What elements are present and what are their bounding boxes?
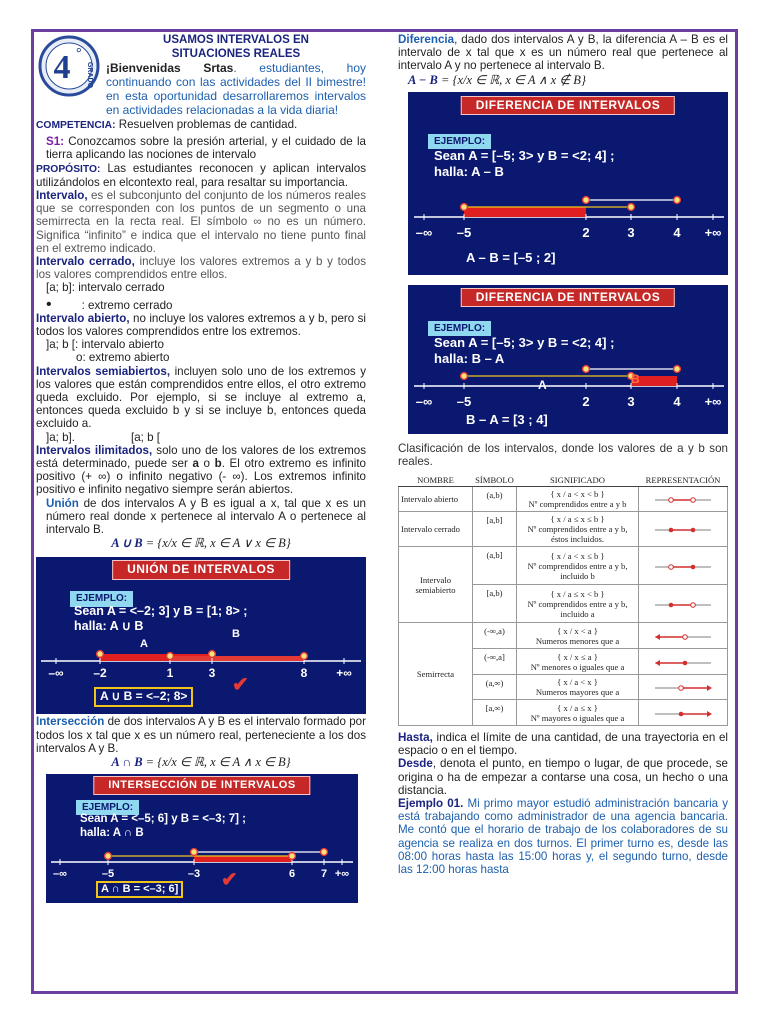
header-block [36,33,366,117]
left-column [36,33,366,903]
ejemplo01-text: Mi primo mayor estudió administración bancaria y está trabajando como administrador de una agencia bancaria. Me contó que el horario de trabajo de los colaboradores de su agencia se realiza en dos turnos. El primer turno es, desde las 08:00 horas hasta las 15:00 horas y, el segundo turno, desde las 12:00 horas hasta [398,797,729,877]
endpoint-dot [209,651,216,658]
slide-diferencia-1 [408,92,728,275]
row-name: Intervalo semiabierto [399,547,473,623]
tick-label: –5 [456,224,472,240]
classification-table [398,474,728,726]
meaning-text: Nº comprendidos entre a y b, incluido a [527,598,628,619]
interval-representation-icon [651,654,715,670]
th-representacion: REPRESENTACIÓN [639,474,728,487]
meaning-text: Nº comprendidos entre a y b, incluido b [527,560,628,581]
endpoint-dot [301,653,308,660]
cerrado-text: incluye los valores extremos a y b y todos los valores comprendidos entre ellos. [36,255,367,282]
table-row [399,623,728,649]
tick-label: –∞ [415,393,433,409]
interval-representation-icon [651,558,715,574]
row-symbol: [a,b] [473,512,517,547]
row-meaning [517,585,639,623]
row-symbol: (a,b) [473,487,517,512]
row-name: Intervalo abierto [399,487,473,512]
tick-label: +∞ [704,393,722,409]
union-number-line [36,557,366,714]
endpoint-dot [674,365,681,372]
slide-dif1-line1: Sean A = [–5; 3> y B = <2; 4] ; [434,147,615,163]
slide-union-title: UNIÓN DE INTERVALOS [112,560,290,579]
th-simbolo: SÍMBOLO [473,474,517,487]
interval-representation-icon [651,679,715,695]
slide-dif2-line2: halla: B – A [434,350,505,366]
interval-representation-icon [651,705,715,721]
closed-dot-text: : extremo cerrado [81,298,173,312]
row-symbol: (a,b] [473,547,517,585]
tick-label: 6 [288,867,296,880]
slide-union-ejemplo: EJEMPLO: [70,591,133,606]
intervalo-term: Intervalo, [36,189,88,203]
slide-inter-result: A ∩ B = <–3; 6] [96,881,183,898]
row-representation [639,675,728,700]
right-column [398,33,728,876]
row-symbol: [a,b) [473,585,517,623]
slide-dif2-ejemplo: EJEMPLO: [428,321,491,336]
endpoint-dot [289,853,296,860]
svg-text:GRADO: GRADO [86,61,93,89]
interval-bar [464,207,586,217]
ilimitados-text-a: solo uno de los valores de los extremos está determinado, puede ser [36,443,366,471]
check-icon: ✔ [232,674,249,697]
tick-label: –3 [187,867,201,880]
endpoint-dot [167,653,174,660]
slide-dif1-title: DIFERENCIA DE INTERVALOS [461,96,675,115]
intervalo-text: es el subconjunto del conjunto de los números reales que se corresponden con los puntos de un segmento o una semirrecta en la recta real. El símbolo ∞ no es un número. Significa “infinito” e indica que el intervalo no tiene punto final en el extremo indicado. [36,189,366,255]
union-term: Unión [46,496,79,510]
meaning-set: { x / a ≤ x < b } [550,588,605,599]
slide-dif2-line1: Sean A = [–5; 3> y B = <2; 4] ; [434,334,615,350]
competencia-text: Resuelven problemas de cantidad. [115,118,298,131]
row-symbol: [a,∞) [473,700,517,726]
row-name: Intervalo cerrado [399,512,473,547]
slide-dif1-line2: halla: A – B [434,163,504,179]
abierto-text: no incluye los valores extremos a y b, pero si todos los valores comprendidos entre los extremos. [36,311,367,339]
interval-bar [170,656,304,661]
tick-label: –∞ [48,666,64,681]
greeting: ¡Bienvenidas Srtas [106,61,234,75]
row-meaning [517,675,639,700]
slide-diferencia-2 [408,285,728,434]
row-meaning [517,512,639,547]
meaning-text: Numeros menores que a [535,635,620,646]
row-representation [639,700,728,726]
slide-dif2-title: DIFERENCIA DE INTERVALOS [461,288,675,307]
endpoint-dot [583,365,590,372]
tick-label: –2 [93,666,107,681]
abierto-circle: o: extremo abierto [76,351,170,365]
interval-bar [194,856,292,862]
cerrado-term: Intervalo cerrado, [36,255,135,269]
abierto-term: Intervalo abierto, [36,311,130,325]
tick-label: 7 [320,867,328,880]
meaning-set: { x / a ≤ x ≤ b } [550,514,605,525]
page-title-line2: SITUACIONES REALES [171,48,301,60]
diferencia-term: Diferencia [398,33,455,46]
diferencia-formula: A − B = {x/x ∈ ℝ, x ∈ A ∧ x ∉ B} [408,72,586,87]
endpoint-dot [191,849,198,856]
meaning-text: Nº comprendidos entre a y b, éstos incluidos. [527,524,628,545]
tick-label: –∞ [53,867,67,880]
check-icon: ✔ [221,868,238,891]
desde-text: , denota el punto, en tiempo o lugar, de que procede, se origina o ha de empezar a contarse una cosa, un hecho o una distancia. [398,757,728,797]
endpoint-dot [628,203,635,210]
slide-union-label-b: B [232,628,240,641]
ilimitados-text-b: . El otro extremo es infinito positivo (+ ∞) o infinito negativo (- ∞). Los extremos infinito positivo e infinito negativo siempre serán abiertos. [36,457,366,497]
tick-label: 1 [166,666,174,681]
row-meaning [517,623,639,649]
semiabiertos-n1: ]a; b]. [46,430,76,444]
ilimitados-a: a [192,457,199,471]
slide-union-label-a: A [140,638,148,651]
row-representation [639,547,728,585]
tick-label: –5 [101,867,115,880]
slide-union-line1: Sean A = <–2; 3] y B = [1; 8> ; [74,604,248,619]
slide-inter-title: INTERSECCIÓN DE INTERVALOS [93,776,310,795]
slide-dif2-result: B – A = [3 ; 4] [466,411,548,427]
svg-text:°: ° [76,46,82,61]
interval-representation-icon [651,491,715,507]
interval-representation-icon [651,628,715,644]
meaning-set: { x / x ≤ a } [557,651,598,662]
endpoint-dot [583,196,590,203]
tick-label: 2 [582,224,590,240]
slide-dif2-label-b: B [631,371,640,386]
diferencia1-number-line [408,92,728,275]
tick-label: –5 [456,393,472,409]
tick-label: 3 [627,224,635,240]
cerrado-notation: [a; b]: intervalo cerrado [46,281,165,295]
closed-dot-icon: • [46,295,52,313]
union-text: de dos intervalos A y B es igual a x, tal que x es un número real donde x pertenece al intervalo A o pertenece al intervalo B. [46,496,366,537]
s1-label: S1: [46,135,65,149]
endpoint-dot [461,203,468,210]
meaning-text: Nº mayores o iguales que a [530,712,625,723]
meaning-set: { x / a < x } [557,677,598,688]
interseccion-text: de dos intervalos A y B es el intervalo formado por todos los x tal que x es un número real, perteneciente a los dos intervalos A y B. [36,715,366,755]
table-row [399,547,728,585]
tick-label: +∞ [336,666,352,681]
meaning-text: Nº menores o iguales que a [530,661,625,672]
slide-inter-line1: Sean A = <–5; 6] y B = <–3; 7] ; [80,812,246,825]
endpoint-dot [105,853,112,860]
interseccion-term: Intersección [36,715,105,729]
row-meaning [517,700,639,726]
row-name: Semirrecta [399,623,473,726]
meaning-set: { x / a ≤ x } [557,702,598,713]
row-symbol: (-∞,a) [473,623,517,649]
row-representation [639,623,728,649]
semiabiertos-n2: [a; b [ [131,430,161,444]
page-title-line1: USAMOS INTERVALOS EN [163,34,309,46]
slide-union-result: A ∪ B = <–2; 8> [94,687,193,706]
slide-dif2-label-a: A [538,377,547,392]
row-meaning [517,487,639,512]
row-symbol: (a,∞) [473,675,517,700]
meaning-text: Nº comprendidos entre a y b [528,499,627,510]
meaning-set: { x / a < x ≤ b } [550,550,605,561]
semiabiertos-term: Intervalos semiabiertos, [36,364,171,378]
meaning-text: Numeros mayores que a [535,687,620,698]
tick-label: 3 [208,666,216,681]
tick-label: 8 [300,666,308,681]
row-meaning [517,649,639,675]
tick-label: 4 [673,224,681,240]
proposito-text: Las estudiantes reconocen y aplican intervalos utilizándolos en elcontexto real, para resaltar su importancia. [36,161,366,189]
greeting-rest: . estudiantes, hoy continuando con las actividades del II bimestre! en esta oportunidad desarrollaremos intervalos en actividades relacionadas a la vida diaria! [106,61,366,117]
th-nombre: NOMBRE [399,474,473,487]
tick-label: +∞ [704,224,722,240]
tick-label: 3 [627,393,635,409]
endpoint-dot [674,196,681,203]
hasta-text: indica el límite de una cantidad, de una trayectoria en el espacio o en el tiempo. [398,731,728,758]
ilimitados-b: b [214,457,222,471]
endpoint-dot [461,372,468,379]
row-representation [639,487,728,512]
slide-interseccion [46,774,358,903]
tick-label: 4 [673,393,681,409]
diferencia-text: , dado dos intervalos A y B, la diferencia A – B es el intervalo de x tal que x es un número real que pertenece al intervalo A y no pertenece al intervalo B. [398,33,728,73]
row-representation [639,512,728,547]
interval-representation-icon [651,521,715,537]
svg-text:4: 4 [53,49,71,86]
meaning-set: { x / a < x < b } [550,489,605,500]
hasta-term: Hasta, [398,731,433,745]
table-row [399,512,728,547]
table-row [399,487,728,512]
row-representation [639,585,728,623]
s1-text: Conozcamos sobre la presión arterial, y el cuidado de la tierra aplicando las nociones de intervalo [46,135,366,162]
interval-representation-icon [651,596,715,612]
tick-label: –∞ [415,224,433,240]
interseccion-formula: A ∩ B = {x/x ∈ ℝ, x ∈ A ∧ x ∈ B} [111,754,291,769]
clasificacion-text: Clasificación de los intervalos, donde los valores de a y b son reales. [398,441,728,468]
slide-union-line2: halla: A ∪ B [74,619,144,634]
endpoint-dot [97,651,104,658]
table-header-row [399,474,728,487]
ilimitados-term: Intervalos ilimitados, [36,443,153,457]
slide-dif1-result: A – B = [–5 ; 2] [466,249,556,265]
proposito-label: PROPÓSITO: [36,163,101,175]
row-representation [639,649,728,675]
union-formula: A ∪ B = {x/x ∈ ℝ, x ∈ A ∨ x ∈ B} [111,536,291,551]
slide-dif1-ejemplo: EJEMPLO: [428,134,491,149]
slide-union [36,557,366,714]
competencia-label: COMPETENCIA: [36,120,116,131]
row-meaning [517,547,639,585]
slide-inter-ejemplo: EJEMPLO: [76,800,139,815]
tick-label: +∞ [334,867,350,880]
ilimitados-o: o [198,457,215,471]
row-symbol: (-∞,a] [473,649,517,675]
abierto-notation: ]a; b [: intervalo abierto [46,338,164,352]
th-significado: SIGNIFICADO [517,474,639,487]
meaning-set: { x / x < a } [557,625,598,636]
ejemplo01-term: Ejemplo 01. [398,797,464,811]
tick-label: 2 [582,393,590,409]
slide-inter-line2: halla: A ∩ B [80,826,144,839]
endpoint-dot [321,849,328,856]
desde-term: Desde [398,757,433,771]
semiabiertos-text: incluyen solo uno de los extremos y los valores que están comprendidos entre ellos, el otro extremo queda excluido. Por ejemplo, si se incluye al extremo a, entonces queda excluido b y si se incluye b, entonces queda excluido a. [36,364,366,431]
